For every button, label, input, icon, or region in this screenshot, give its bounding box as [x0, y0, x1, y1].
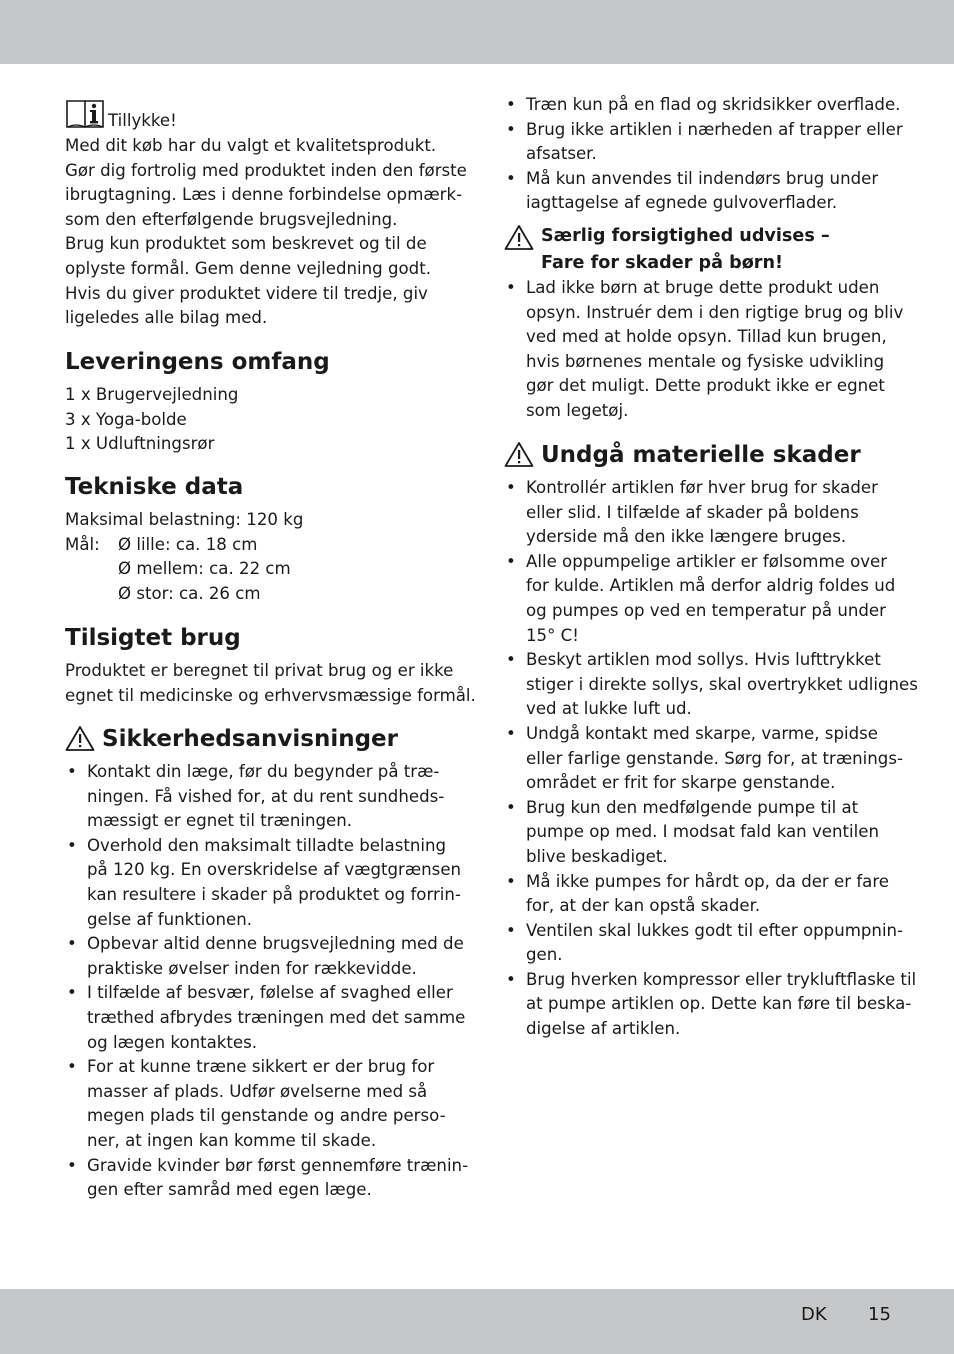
damage-line: eller slid. I tilfælde af skader på boldens	[526, 502, 859, 522]
damage-title: Undgå materielle skader	[541, 442, 861, 468]
damage-list	[504, 476, 918, 1042]
right-top-line: afsatser.	[526, 144, 597, 164]
safety-line: og lægen kontaktes.	[87, 1032, 258, 1052]
damage-line: blive beskadiget.	[526, 846, 668, 866]
safety-line: • Opbevar altid denne brugsvejledning med de	[87, 934, 464, 954]
safety-line: • I tilfælde af besvær, følelse af svaghed eller	[87, 983, 453, 1003]
tech-dim-label: Mål:	[65, 534, 100, 554]
safety-line: masser af plads. Udfør øvelserne med så	[87, 1081, 428, 1101]
language-code: DK	[801, 1304, 827, 1325]
intro-line: Brug kun produktet som beskrevet og til de	[65, 234, 427, 254]
safety-item	[65, 1154, 469, 1203]
tech-dim: Ø mellem: ca. 22 cm	[118, 559, 291, 579]
children-title-line1: Særlig forsigtighed udvises –	[541, 226, 830, 246]
damage-line: 15° C!	[526, 625, 579, 645]
safety-line: kan resultere i skader på produktet og forrin-	[87, 884, 461, 904]
intro-heading: Tillykke!	[108, 111, 177, 130]
warning-triangle-icon	[504, 224, 534, 255]
tech-dim: Ø lille: ca. 18 cm	[118, 534, 258, 554]
right-top-line: • Må kun anvendes til indendørs brug under	[526, 168, 879, 188]
damage-line: • Må ikke pumpes for hårdt op, da der er fare	[526, 871, 890, 891]
right-top-item	[504, 167, 892, 216]
safety-line: praktiske øvelser inden for rækkevidde.	[87, 958, 417, 978]
scope-list	[65, 383, 238, 457]
damage-line: ved at lukke luft ud.	[526, 699, 692, 719]
right-top-line: • Brug ikke artiklen i nærheden af trapper eller	[526, 119, 903, 139]
safety-line: • For at kunne træne sikkert er der brug for	[87, 1057, 435, 1077]
intro-line: oplyste formål. Gem denne vejledning godt.	[65, 258, 431, 278]
intro-line: Hvis du giver produktet videre til tredje, giv	[65, 283, 428, 303]
damage-item	[504, 796, 892, 870]
children-line: • Lad ikke børn at bruge dette produkt uden	[526, 278, 880, 297]
tech-dim: Ø stor: ca. 26 cm	[118, 583, 261, 603]
damage-line: • Brug kun den medfølgende pumpe til at	[526, 797, 859, 817]
damage-item	[504, 722, 903, 796]
safety-list	[65, 760, 469, 1203]
usage-line: egnet til medicinske og erhvervsmæssige formål.	[65, 685, 476, 705]
usage-title: Tilsigtet brug	[65, 625, 241, 651]
intro-line: som den efterfølgende brugsvejledning.	[65, 209, 398, 229]
right-top-item	[504, 118, 903, 167]
intro-line: Gør dig fortrolig med produktet inden den første	[65, 160, 467, 180]
scope-item: 3 x Yoga-bolde	[65, 409, 187, 429]
tech-title: Tekniske data	[65, 474, 244, 500]
intro-line: ligeledes alle bilag med.	[65, 308, 268, 328]
children-title-line2: Fare for skader på børn!	[541, 253, 784, 273]
intro-text	[65, 134, 467, 331]
scope-title: Leveringens omfang	[65, 349, 330, 375]
damage-line: stiger i direkte sollys, skal overtrykket udlignes	[526, 674, 918, 694]
safety-line: ner, at ingen kan komme til skade.	[87, 1130, 377, 1150]
scope-item: 1 x Udluftningsrør	[65, 434, 215, 454]
damage-line: området er frit for skarpe genstande.	[526, 773, 836, 793]
safety-item	[65, 834, 462, 932]
damage-line: • Kontrollér artiklen før hver brug for skader	[526, 478, 878, 497]
damage-line: og pumpes op ved en temperatur på under	[526, 600, 886, 620]
info-book-icon	[65, 97, 106, 133]
damage-item	[504, 919, 904, 968]
safety-line: træthed afbrydes træningen med det samme	[87, 1007, 466, 1027]
damage-line: pumpe op med. I modsat fald kan ventilen	[526, 822, 879, 842]
safety-line: mæssigt er egnet til træningen.	[87, 811, 353, 831]
header-band	[0, 0, 954, 64]
right-top-list	[504, 93, 903, 216]
damage-line: • Alle oppumpelige artikler er følsomme over	[526, 551, 888, 571]
intro-line: ibrugtagning. Læs i denne forbindelse opmærk-	[65, 185, 463, 205]
damage-item	[504, 870, 892, 919]
damage-item	[504, 968, 917, 1042]
damage-line: gen.	[526, 945, 563, 965]
safety-item	[65, 1055, 455, 1153]
safety-line: • Overhold den maksimalt tilladte belastning	[87, 835, 447, 855]
children-line: som legetøj.	[526, 400, 629, 420]
safety-item	[65, 981, 466, 1055]
safety-line: megen plads til genstande og andre perso-	[87, 1106, 446, 1126]
children-list	[504, 276, 904, 424]
damage-item	[504, 648, 918, 722]
safety-item	[65, 932, 464, 981]
children-line: ved med at holde opsyn. Tillad kun brugen,	[526, 327, 887, 347]
damage-line: digelse af artiklen.	[526, 1019, 681, 1039]
children-line: hvis børnenes mentale og fysiske udvikling	[526, 351, 885, 371]
children-item	[504, 276, 904, 424]
usage-text	[65, 659, 476, 708]
damage-line: for, at der kan opstå skader.	[526, 896, 761, 916]
safety-line: • Kontakt din læge, før du begynder på træ-	[87, 762, 440, 781]
damage-line: • Ventilen skal lukkes godt til efter oppumpnin-	[526, 920, 904, 940]
right-top-item	[504, 93, 901, 118]
safety-item	[65, 760, 455, 834]
damage-line: for kulde. Artiklen må derfor aldrig foldes ud	[526, 576, 896, 596]
safety-line: på 120 kg. En overskridelse af vægtgrænsen	[87, 860, 462, 880]
right-top-line: • Træn kun på en flad og skridsikker overflade.	[526, 95, 901, 114]
safety-line: • Gravide kvinder bør først gennemføre trænin-	[87, 1155, 469, 1175]
right-top-line: iagttagelse af egnede gulvoverflader.	[526, 193, 838, 213]
safety-title: Sikkerhedsanvisninger	[102, 726, 398, 752]
damage-line: • Undgå kontakt med skarpe, varme, spidse	[526, 723, 878, 743]
safety-line: ningen. Få vished for, at du rent sundheds-	[87, 786, 445, 806]
damage-item	[504, 476, 892, 550]
scope-item: 1 x Brugervejledning	[65, 385, 239, 404]
tech-data	[65, 508, 455, 607]
children-heading	[504, 223, 892, 279]
page-number: 15	[868, 1304, 891, 1325]
safety-line: gelse af funktionen.	[87, 909, 253, 929]
damage-line: • Brug hverken kompressor eller trykluftflaske til	[526, 969, 917, 989]
damage-item	[504, 550, 896, 648]
usage-line: Produktet er beregnet til privat brug og er ikke	[65, 661, 454, 680]
intro-line: Med dit køb har du valgt et kvalitetsprodukt.	[65, 136, 437, 155]
damage-line: eller farlige genstande. Sørg for, at trænings-	[526, 748, 903, 768]
damage-line: • Beskyt artiklen mod sollys. Hvis lufttrykket	[526, 650, 881, 670]
damage-line: at pumpe artiklen op. Dette kan føre til beska-	[526, 994, 912, 1014]
warning-triangle-icon	[65, 725, 95, 756]
children-line: gør det muligt. Dette produkt ikke er egnet	[526, 376, 885, 396]
intro-heading-row	[65, 97, 177, 133]
warning-triangle-icon	[504, 441, 534, 472]
safety-line: gen efter samråd med egen læge.	[87, 1180, 372, 1200]
children-line: opsyn. Instruér dem i den rigtige brug og bliv	[526, 302, 904, 322]
damage-line: yderside må den ikke længere bruges.	[526, 527, 847, 547]
tech-load: Maksimal belastning: 120 kg	[65, 510, 304, 529]
